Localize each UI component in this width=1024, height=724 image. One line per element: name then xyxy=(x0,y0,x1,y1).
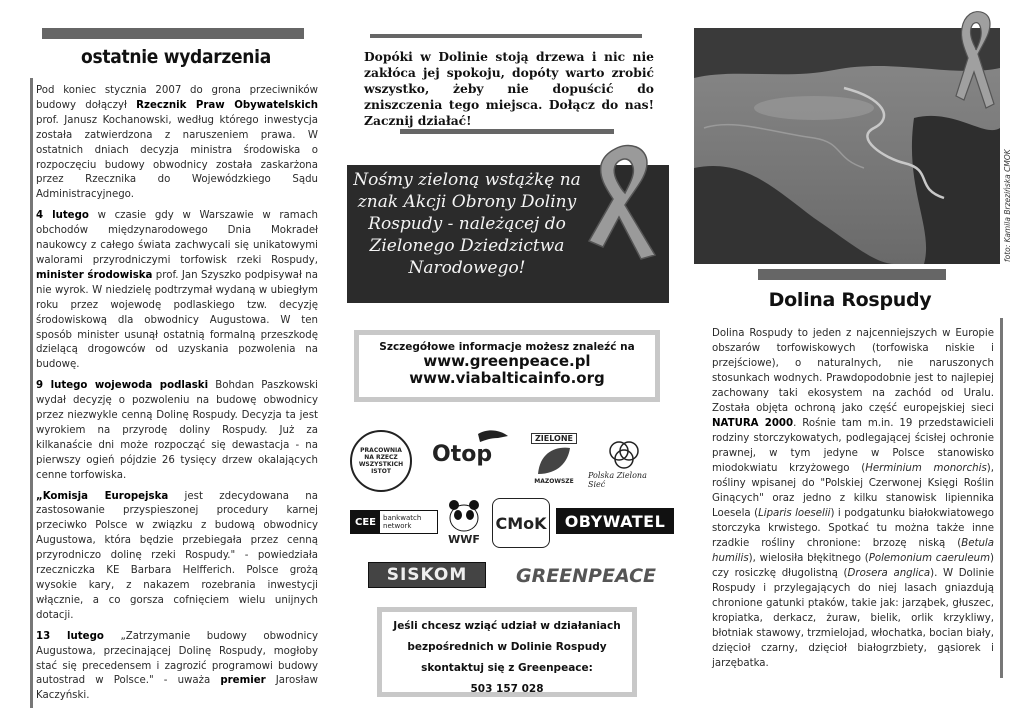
text-run: Dolina Rospudy to jeden z najcenniejszych w Europie obszarów torfowiskowych (torfowiska niskie i przejściowe), o naturalnych, nie naruszonych stosunkach wodnych. Prawdopodobnie jest to najlepiej zachowany taki ekosystem na zachód od Uralu. Została objęta ochroną jako część europejskiej sieci xyxy=(712,328,994,414)
text-run: jest zdecydowana na zastosowanie przyspieszonej procedury karnej przeciwko Polsce w związku z budową obwodnicy Augustowa, która będzie przebiegała przez cenną przyrodniczo dolinę rzeki Rospudy." - powiedziała rzeczniczka KE Barbara Helfferich. Polsce grożą wysokie kary, z nakazem rozebrania inwestycji włącznie, a co gorsza cofnięciem wielu unijnych dotacji. xyxy=(36,490,318,621)
text-run: Liparis loeselii xyxy=(758,508,831,519)
text-run: Betula humilis xyxy=(712,538,994,564)
left-heading: ostatnie wydarzenia xyxy=(81,46,271,68)
left-side-rule xyxy=(30,78,33,708)
greenpeace-logo: GREENPEACE xyxy=(515,565,657,587)
obywatel-logo: OBYWATEL xyxy=(556,508,674,534)
contact-box xyxy=(377,607,637,697)
call-to-action-quote: Dopóki w Dolinie stoją drzewa i nic nie zakłóca jej spokoju, dopóty warto zrobić wszystko, żeby nie dopuścić do zniszczenia tego miejsca. Dołącz do nas! Zacznij działać! xyxy=(364,49,654,128)
text-run: „Komisja Europejska xyxy=(36,490,169,502)
circles-icon xyxy=(604,439,644,471)
greenpeace-link[interactable]: www.greenpeace.pl xyxy=(423,352,591,370)
text-run: prof. Janusz Kochanowski, według którego inwestycja została zatwierdzona z naruszeniem prawa. W ostatnich dniach decyzja ministra środowiska o rozpoczęciu budowy obwodnicy została zaskarżona przez Rzecznika do Wojewódzkiego Sądu Administracyjnego. xyxy=(36,114,318,201)
text-run: minister środowiska xyxy=(36,269,153,281)
otop-logo: Otop xyxy=(428,426,514,466)
text-run: ). W Dolinie Rospudy i przylegających do niej lasach gniazdują chronione gatunki ptaków, takie jak: jarząbek, głuszec, kropiatka, derkacz, żuraw, bielik, orlik krzykliwy, błotniak stawowy, trzmielojad, włochatka, bocian biały, dzięcioł czarny, dzięcioł białogrzbiety, gąsiorek i jarzębatka. xyxy=(712,568,994,669)
text-run: ) i podgatunku białokwiatowego storczyka krwistego. Spotkać tu można także inne rzadkie rośliny chronione: brzozę niską ( xyxy=(712,508,994,549)
contact-line-3: skontaktuj się z Greenpeace: xyxy=(421,662,593,674)
text-run: premier xyxy=(220,675,266,687)
text-run: ) czy rosiczkę długolistną ( xyxy=(712,553,994,579)
contact-phone[interactable]: 503 157 028 xyxy=(470,683,544,695)
pracownia-logo: PRACOWNIA NA RZECZ WSZYSTKICH ISTOT xyxy=(350,430,412,492)
contact-line-2: bezpośrednich w Dolinie Rospudy xyxy=(407,641,607,653)
awareness-ribbon-top-icon xyxy=(954,10,998,110)
text-run: ), rośliny wpisanej do "Polskiej Czerwonej Księgi Roślin Ginących" oraz jedno z kilku stanowisk lipiennika Loesela ( xyxy=(712,463,994,519)
article-paragraph xyxy=(36,209,318,373)
leaf-icon xyxy=(534,444,574,478)
left-header-bar xyxy=(42,28,304,39)
text-run: NATURA 2000 xyxy=(712,418,794,429)
article-paragraph xyxy=(36,490,318,624)
panda-icon xyxy=(447,499,481,533)
quote-bottom-bar xyxy=(400,129,614,134)
text-run: „Zatrzymanie budowy obwodnicy Augustowa, przecinającej Dolinę Rospudy, mogłoby stać się precedensem i zagrozić programowi budowy autostrad w Polsce." - uważa xyxy=(36,630,318,687)
info-text: Szczegółowe informacje możesz znaleźć na xyxy=(379,341,635,353)
partner-logos xyxy=(350,418,680,598)
text-run: w czasie gdy w Warszawie w ramach obchodów międzynarodowego Dnia Mokradeł naukowcy z całego świata zachwycali się unikatowymi walorami przyrodniczymi torfowisk rzeki Rospudy, xyxy=(36,210,318,266)
text-run: . Rośnie tam m.in. 19 przedstawicieli rodziny storczykowatych, podlegającej ścisłej ochronie prawnej, w tym jedyne w Polsce stanowisko miodokwiatu krzyżowego ( xyxy=(712,418,994,474)
text-run: Polemonium caeruleum xyxy=(868,553,991,564)
left-article-text xyxy=(36,84,318,710)
article-paragraph xyxy=(36,630,318,705)
text-run: Jarosław Kaczyński. xyxy=(36,675,318,702)
siskom-logo: SISKOM xyxy=(368,562,486,588)
text-run: 4 lutego xyxy=(36,210,89,222)
polska-zielona-siec-logo: Polska Zielona Sieć xyxy=(588,436,660,492)
zielone-mazowsze-logo: ZIELONE MAZOWSZE xyxy=(528,428,580,490)
viabaltica-link[interactable]: www.viabalticainfo.org xyxy=(409,369,605,387)
info-links-box xyxy=(354,330,660,402)
ribbon-appeal-text: Nośmy zieloną wstążkę na znak Akcji Obrony Doliny Rospudy - należącej do Zielonego Dziedzictwa Narodowego! xyxy=(353,170,581,278)
text-run: Herminium monorchis xyxy=(865,463,987,474)
article-paragraph xyxy=(36,84,318,203)
left-column xyxy=(30,28,322,700)
quote-top-bar xyxy=(370,34,642,38)
text-run: prof. Jan Szyszko podpisywał na nie wyrok. W niedzielę podtrzymał wydaną w ubiegłym roku przez wojewodę podlaskiego tzw. decyzję środowiskową dla obwodnicy Augustowa. W ten sposób minister usunął ostatnią formalną przeszkodę dzielącą drogowców od uzyskania pozwolenia na budowę. xyxy=(36,269,318,371)
text-run: 9 lutego wojewoda podlaski xyxy=(36,380,209,392)
text-run: ), wielosiła błękitnego ( xyxy=(748,553,869,564)
text-run: Drosera anglica xyxy=(847,568,931,579)
bankwatch-logo: CEE bankwatch network xyxy=(350,510,438,534)
cmok-logo: CMoK xyxy=(492,498,550,548)
right-article-text xyxy=(712,326,994,671)
text-run: Pod koniec stycznia 2007 do grona przeciwników budowy dołączył xyxy=(36,85,318,111)
text-run: Bohdan Paszkowski wydał decyzję o pozwoleniu na budowę obwodnicy przez niezwykle cenną Dolinę Rospudy. Decyzja ta jest wyrokiem na przyrodę doliny Rospudy. Już za kilkanaście dni może rozpocząć się dewastacja - na pierwszy ogień pójdzie 26 tysięcy drzew okalających cenne torfowiska. xyxy=(36,380,318,481)
text-run: 13 lutego xyxy=(36,630,104,642)
contact-line-1: Jeśli chcesz wziąć udział w działaniach xyxy=(393,620,621,632)
text-run: Rzecznik Praw Obywatelskich xyxy=(136,99,318,111)
right-heading: Dolina Rospudy xyxy=(768,289,932,311)
article-paragraph xyxy=(36,379,318,483)
photo-credit: foto: Kamila Brzezińska CMOK xyxy=(1003,149,1012,262)
article-paragraph xyxy=(712,326,994,671)
right-header-bar xyxy=(758,269,946,280)
wwf-logo: WWF xyxy=(444,492,484,552)
awareness-ribbon-icon xyxy=(585,143,665,261)
right-side-rule xyxy=(1000,318,1003,678)
